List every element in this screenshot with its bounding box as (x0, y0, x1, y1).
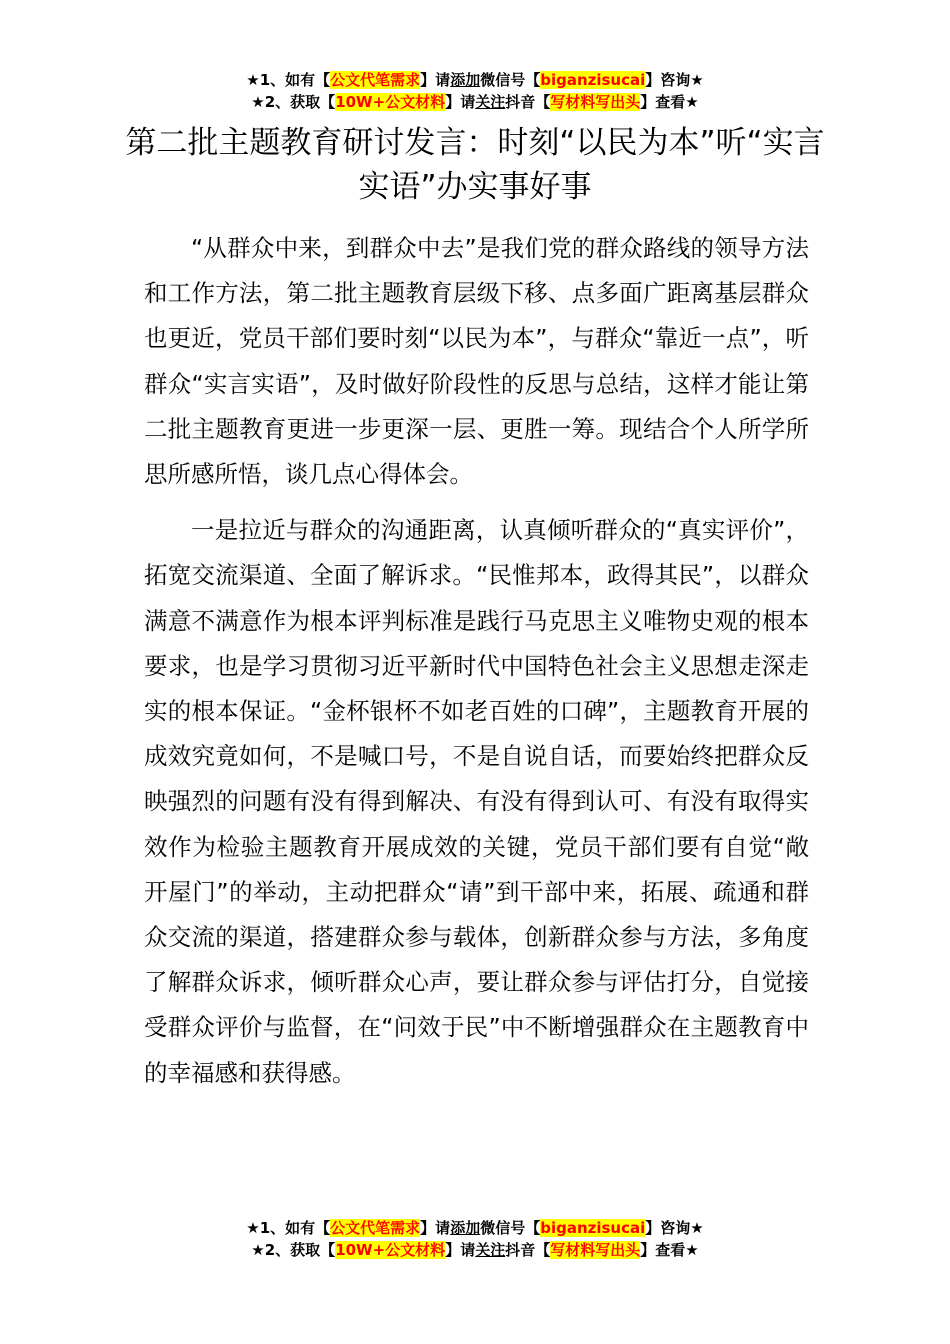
footer-banner (0, 1217, 950, 1261)
banner-highlight-wechat: biganzisucai (540, 1219, 646, 1237)
paragraph-intro: “从群众中来，到群众中去”是我们党的群众路线的领导方法和工作方法，第二批主题教育层级下移、点多面广距离基层群众也更近，党员干部们要时刻“以民为本”，与群众“靠近一点”，听群众“实言实语”，及时做好阶段性的反思与总结，这样才能让第二批主题教育更进一步更深一层、更胜一筹。现结合个人所学所思所感所悟，谈几点心得体会。 (144, 234, 809, 489)
document-title: 第二批主题教育研讨发言：时刻“以民为本”听“实言实语”办实事好事 (125, 125, 825, 205)
banner-line-2: ★2、获取【10W+公文材料】请关注抖音【写材料写出头】查看★ (251, 1241, 699, 1259)
banner-highlight-douyin: 写材料写出头 (550, 1241, 641, 1259)
banner-highlight-douyin: 写材料写出头 (550, 93, 641, 111)
document-body (144, 226, 809, 1096)
banner-highlight-service: 公文代笔需求 (330, 1219, 421, 1237)
banner-line-1: ★1、如有【公文代笔需求】请添加微信号【biganzisucai】咨询★ (246, 1219, 704, 1237)
header-banner (0, 69, 950, 113)
banner-line-2: ★2、获取【10W+公文材料】请关注抖音【写材料写出头】查看★ (251, 93, 699, 111)
banner-highlight-service: 公文代笔需求 (330, 71, 421, 89)
banner-highlight-materials: 10W+公文材料 (335, 93, 446, 111)
paragraph-point-one: 一是拉近与群众的沟通距离，认真倾听群众的“真实评价”，拓宽交流渠道、全面了解诉求。“民惟邦本，政得其民”，以群众满意不满意作为根本评判标准是践行马克思主义唯物史观的根本要求，也是学习贯彻习近平新时代中国特色社会主义思想走深走实的根本保证。“金杯银杯不如老百姓的口碑”，主题教育开展的成效究竟如何，不是喊口号，不是自说自话，而要始终把群众反映强烈的问题有没有得到解决、有没有得到认可、有没有取得实效作为检验主题教育开展成效的关键，党员干部们要有自觉“敞开屋门”的举动，主动把群众“请”到干部中来，拓展、疏通和群众交流的渠道，搭建群众参与载体，创新群众参与方法，多角度了解群众诉求，倾听群众心声，要让群众参与评估打分，自觉接受群众评价与监督，在“问效于民”中不断增强群众在主题教育中的幸福感和获得感。 (144, 516, 809, 1087)
banner-highlight-materials: 10W+公文材料 (335, 1241, 446, 1259)
banner-highlight-wechat: biganzisucai (540, 71, 646, 89)
banner-line-1: ★1、如有【公文代笔需求】请添加微信号【biganzisucai】咨询★ (246, 71, 704, 89)
